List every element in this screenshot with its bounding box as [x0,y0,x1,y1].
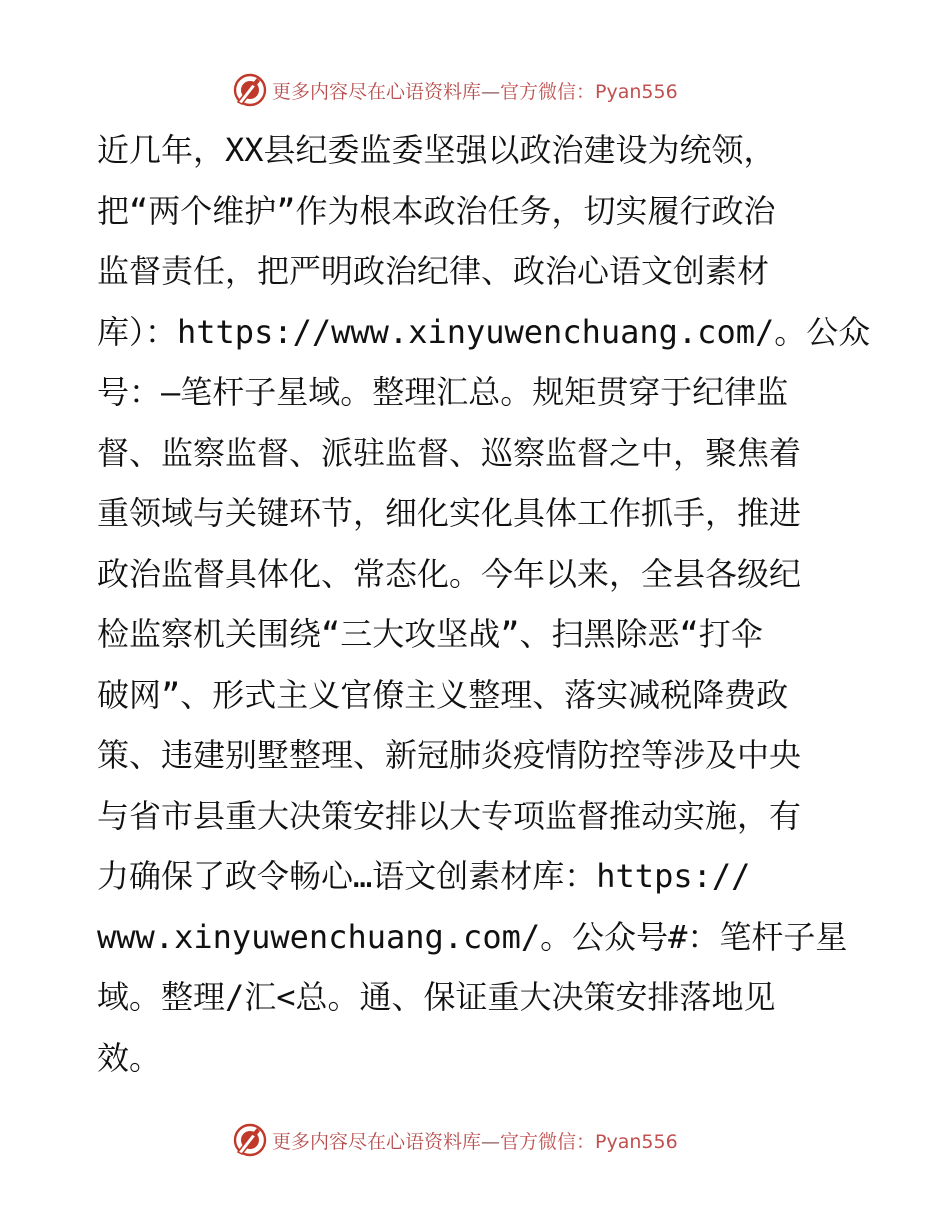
header-site-text: 更多内容尽在心语资料库 [272,80,482,103]
paragraph-line: 重领域与关键环节，细化实化具体工作抓手，推进 [97,494,802,532]
paragraph-line: 监督责任，把严明政治纪律、政治心语文创素材 [97,252,770,290]
footer-wechat-text: 官方微信：Pyan556 [500,1130,678,1153]
header-separator: — [481,80,501,103]
header-banner-text [272,77,678,104]
paragraph-line: 破网”、形式主义官僚主义整理、落实减税降费政 [97,675,789,714]
footer-banner-text [272,1127,678,1154]
paragraph-line: 与省市县重大决策安排以大专项监督推动实施，有 [97,796,802,835]
paragraph-line: 策、违建别墅整理、新冠肺炎疫情防控等涉及中央 [97,736,802,774]
paragraph-line: 检监察机关围绕“三大攻坚战”、扫黑除恶“打伞 [97,615,763,653]
paragraph-line: 近几年，XX县纪委监委坚强以政治建设为统领， [97,131,776,169]
paragraph-line: 库）：https://www.xinyuwenchuang.com/。公众 [97,312,871,351]
pen-circle-logo-icon [232,1122,268,1158]
paragraph-line: 把“两个维护”作为根本政治任务，切实履行政治 [97,191,776,230]
paragraph-line: 效。 [97,1038,162,1077]
footer-separator: — [481,1130,501,1153]
paragraph-line: www.xinyuwenchuang.com/。公众号#：笔杆子星 [97,917,848,956]
pen-circle-logo-icon [232,72,268,108]
paragraph-line: 号：—笔杆子星域。整理汇总。规矩贯穿于纪律监 [97,373,789,411]
paragraph-line: 督、监察监督、派驻监督、巡察监督之中，聚焦着 [97,433,802,472]
paragraph-line: 域。整理/汇<总。通、保证重大决策安排落地见 [97,978,776,1016]
header-wechat-text: 官方微信：Pyan556 [500,80,678,103]
article-paragraph [97,120,871,1088]
header-banner [232,70,752,110]
footer-banner [232,1120,752,1160]
paragraph-line: 力确保了政令畅心…语文创素材库：https:// [97,857,751,895]
footer-site-text: 更多内容尽在心语资料库 [272,1130,482,1153]
paragraph-line: 政治监督具体化、常态化。今年以来，全县各级纪 [97,554,802,593]
